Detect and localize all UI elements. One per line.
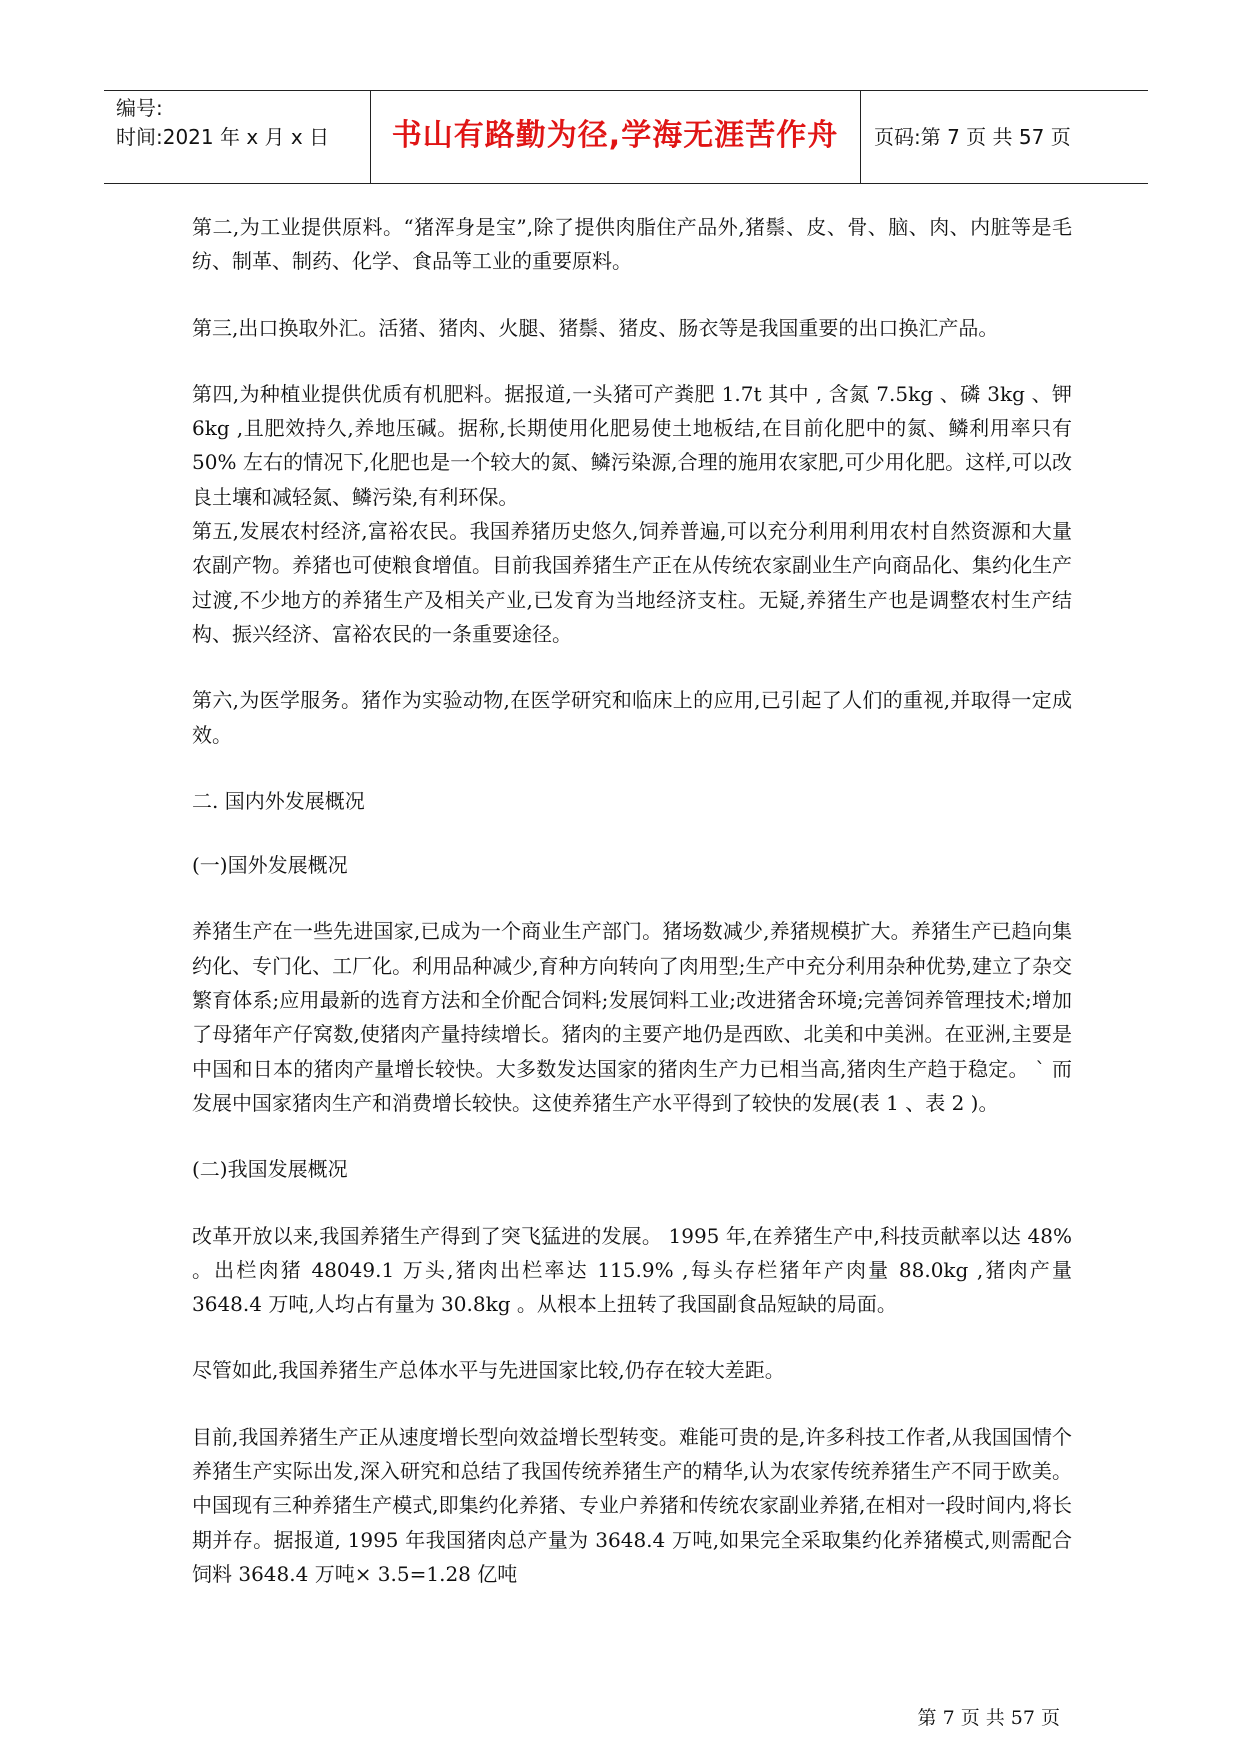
header-divider-left [370,90,371,184]
paragraph-foreign-development: 养猪生产在一些先进国家,已成为一个商业生产部门。猪场数减少,养猪规模扩大。养猪生产已趋向集约化、专门化、工厂化。利用品种减少,育种方向转向了肉用型;生产中充分利用杂种优势,建立了杂交繁育体系;应用最新的选育方法和全价配合饲料;发展饲料工业;改进猪舍环境;完善饲养管理技术;增加了母猪年产仔窝数,使猪肉产量持续增长。猪肉的主要产地仍是西欧、北美和中美洲。在亚洲,主要是中国和日本的猪肉产量增长较快。大多数发达国家的猪肉生产力已相当高,猪肉生产趋于稳定。 ` 而发展中国家猪肉生产和消费增长较快。这使养猪生产水平得到了较快的发展(表 1 、表 2 )。 [192,919,1072,1115]
header-motto: 书山有路勤为径,学海无涯苦作舟 [391,118,839,153]
footer-page-number: 第 7 页 共 57 页 [917,1707,1060,1729]
header-page-number: 页码:第 7 页 共 57 页 [874,125,1071,149]
subsection-heading-domestic: (二)我国发展概况 [192,1157,348,1182]
paragraph-current-status: 目前,我国养猪生产正从速度增长型向效益增长型转变。难能可贵的是,许多科技工作者,从我国国情个养猪生产实际出发,深入研究和总结了我国传统养猪生产的精华,认为农家传统养猪生产不同于欧美。中国现有三种养猪生产模式,即集约化养猪、专业户养猪和传统农家副业养猪,在相对一段时间内,将长期并存。据报道, 1995 年我国猪肉总产量为 3648.4 万吨,如果完全采取集约化养猪模式,则需配合饲料 3648.4 万吨× 3.5=1.28 亿吨 [192,1424,1072,1586]
paragraph-industry-materials: 第二,为工业提供原料。“猪浑身是宝”,除了提供肉脂住产品外,猪鬃、皮、骨、脑、肉、内脏等是毛纺、制革、制药、化学、食品等工业的重要原料。 [192,215,1072,274]
header-info [116,94,366,152]
paragraph-fertilizer: 第四,为种植业提供优质有机肥料。据报道,一头猪可产粪肥 1.7t 其中 , 含氮 7.5kg 、磷 3kg 、钾 6kg ,且肥效持久,养地压碱。据称,长期使用化肥易使土地板结,在目前化肥中的氮、鳞利用率只有 50% 左右的情况下,化肥也是一个较大的氮、鳞污染源,合理的施用农家肥,可少用化肥。这样,可以改良土壤和减轻氮、鳞污染,有利环保。 [192,381,1072,509]
document-body [192,210,1072,1591]
paragraph-medicine: 第六,为医学服务。猪作为实验动物,在医学研究和临床上的应用,已引起了人们的重视,并取得一定成效。 [192,688,1072,747]
paragraph-domestic-development: 改革开放以来,我国养猪生产得到了突飞猛进的发展。 1995 年,在养猪生产中,科技贡献率以达 48% 。出栏肉猪 48049.1 万头,猪肉出栏率达 115.9% ,每头存栏猪年产肉量 88.0kg ,猪肉产量 3648.4 万吨,人均占有量为 30.8kg 。从根本上扭转了我国副食品短缺的局面。 [192,1223,1072,1317]
header-bottom-rule [104,183,1148,184]
subsection-heading-foreign: (一)国外发展概况 [192,853,348,878]
document-time-label: 时间:2021 年 x 月 x 日 [116,125,330,149]
section-heading-development: 二. 国内外发展概况 [192,788,365,813]
header-divider-right [860,90,861,184]
paragraph-rural-economy: 第五,发展农村经济,富裕农民。我国养猪历史悠久,饲养普遍,可以充分利用利用农村自然资源和大量农副产物。养猪也可使粮食增值。目前我国养猪生产正在从传统农家副业生产向商品化、集约化生产过渡,不少地方的养猪生产及相关产业,已发育为当地经济支柱。无疑,养猪生产也是调整农村生产结构、振兴经济、富裕农民的一条重要途径。 [192,519,1072,646]
paragraph-export: 第三,出口换取外汇。活猪、猪肉、火腿、猪鬃、猪皮、肠衣等是我国重要的出口换汇产品。 [192,315,999,340]
document-number-label: 编号: [116,96,163,120]
header-top-rule [104,90,1148,91]
paragraph-gap: 尽管如此,我国养猪生产总体水平与先进国家比较,仍存在较大差距。 [192,1358,785,1383]
